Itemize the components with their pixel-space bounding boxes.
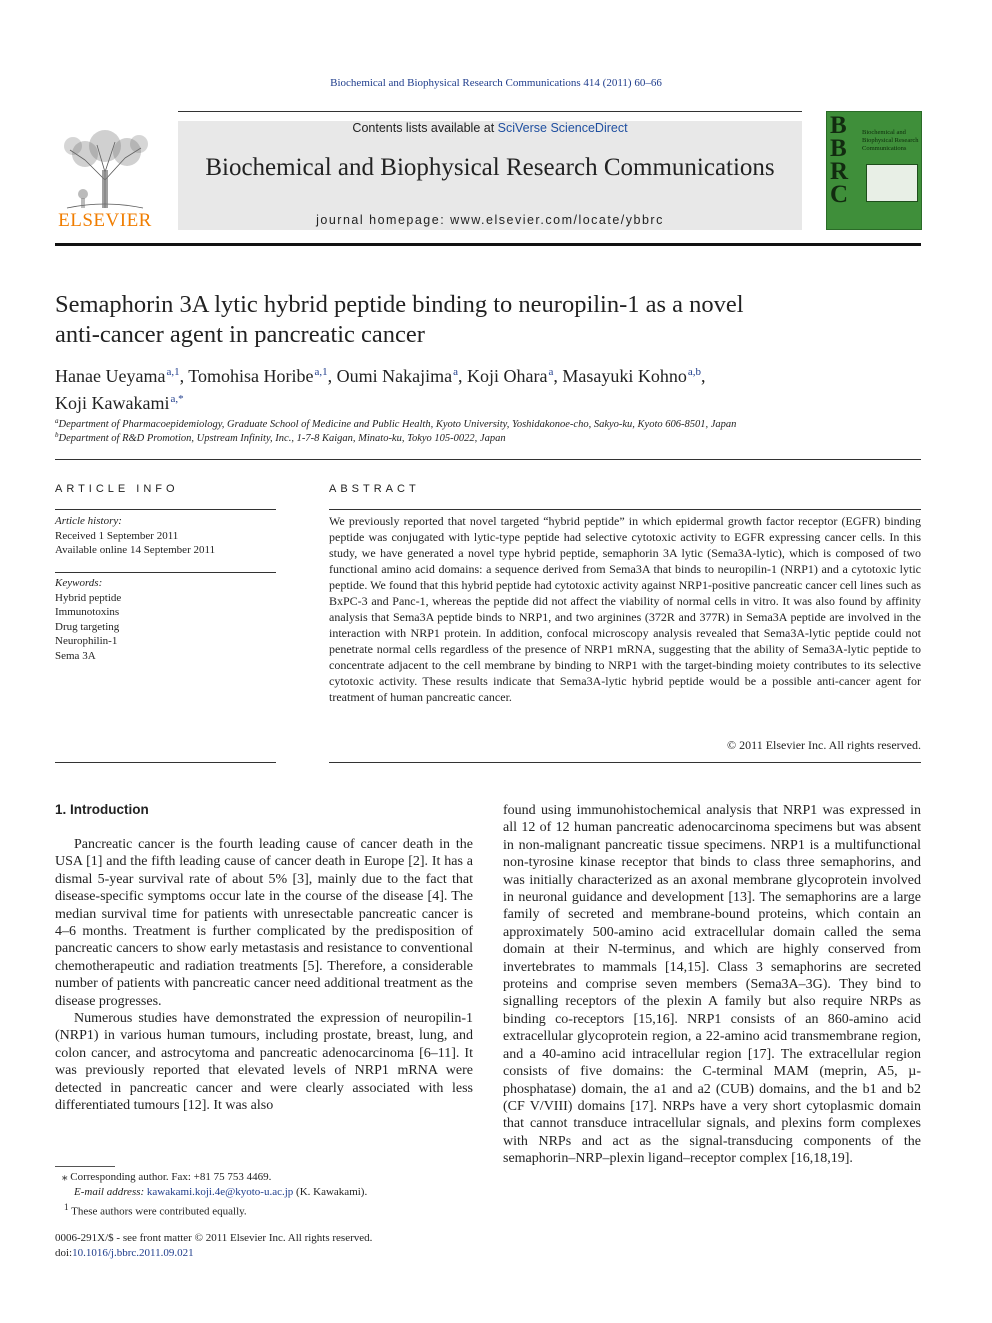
email-footnote	[74, 1185, 367, 1200]
author-separator: ,	[553, 366, 563, 386]
journal-homepage[interactable]: journal homepage: www.elsevier.com/locate/ybbrc	[316, 213, 664, 227]
cover-letter: B	[830, 112, 847, 139]
keywords-rule	[55, 572, 276, 573]
sciencedirect-link[interactable]: SciVerse ScienceDirect	[497, 121, 628, 135]
author-name: Koji Kawakami	[55, 393, 170, 413]
article-info-bottom-rule	[55, 762, 276, 763]
abstract-rule	[329, 509, 921, 510]
author-name: Oumi Nakajima	[336, 366, 453, 386]
affiliation-rule	[55, 459, 921, 460]
article-title-line: Semaphorin 3A lytic hybrid peptide binding to neuropilin-1 as a novel	[55, 291, 744, 318]
equal-contribution-footnote	[64, 1200, 247, 1220]
body-paragraph: found using immunohistochemical analysis that NRP1 was expressed in all 12 of 12 human pancreatic adenocarcinoma specimens but was absent in non-malignant pancreatic tissue specimens. NRP1 is a multifunctional non-tyrosine kinase receptor that binds to class three semaphorins, and was initially characterized as an axonal membrane glycoprotein involved in neuronal guidance and development [13]. The semaphorins are a large family of secreted and membrane-bound proteins, which contain an approximately 500-amino acid extracellular domain called the sema domain at their N-terminus, and which are highly conserved from invertebrates to mammals [14,15]. Class 3 semaphorins are secreted proteins and comprise seven members (Sema3A–3G). They bind to signalling receptors of the plexin A family but also require NRPs as binding co-receptors [15,16]. NRP1 consists of an 860-amino acid extracellular glycoprotein region, a 22-amino acid transmembrane region, and a 40-amino acid intracellular region [17]. The extracellular region consists of five domains: the C-terminal MAM (meprin, A5, µ-phosphatase) domain, the a1 and a2 (CUB) domains, and the b1 and b2 (CF V/VIII) domains [17]. NRPs have a very short cytoplasmic domain that cannot transduce intracellular signals, and plexins form complexes with NRPs and act as the signal-transducing components of the semaphorin–NRP–plexin ligand–receptor complex [16,18,19].	[503, 803, 921, 1167]
cover-letter: C	[830, 181, 849, 208]
cover-letter: B	[830, 135, 847, 162]
journal-citation[interactable]: Biochemical and Biophysical Research Communications 414 (2011) 60–66	[330, 77, 662, 89]
journal-name: Biochemical and Biophysical Research Communications	[205, 154, 775, 181]
keyword: Neurophilin-1	[55, 635, 118, 647]
keyword: Immunotoxins	[55, 606, 120, 618]
affiliation-a	[55, 417, 736, 430]
body-right-column	[503, 802, 921, 1168]
issn-block	[55, 1231, 372, 1261]
received-date: Received 1 September 2011	[55, 529, 179, 542]
footnote-rule	[55, 1166, 115, 1167]
keyword: Drug targeting	[55, 620, 120, 633]
doi-line	[55, 1246, 372, 1261]
author-list	[55, 361, 925, 415]
article-title	[55, 290, 855, 350]
footnote-mark: ⁎	[62, 1171, 68, 1183]
author-affil-mark[interactable]: a,*	[170, 393, 184, 405]
author-affil-mark[interactable]: a,b	[687, 366, 702, 378]
corresponding-footnote	[62, 1170, 271, 1185]
elsevier-wordmark: ELSEVIER	[58, 210, 152, 231]
author-separator: ,	[327, 366, 337, 386]
author-name: Masayuki Kohno	[562, 366, 687, 386]
affil-text: Department of Pharmacoepidemiology, Graduate School of Medicine and Public Health, Kyoto University, Yoshidakonoe-cho, Sakyo-ku, Kyoto 606-8501, Japan	[58, 419, 737, 430]
body-paragraph: Numerous studies have demonstrated the expression of neuropilin-1 (NRP1) in various human tumours, including prostate, breast, lung, and colon cancer, and astrocytoma and pancreatic adenocarcinoma [6–11]. It was previously reported that elevated levels of NRP1 mRNA were detected in pancreatic cancer and were clearly associated with less differentiated tumours [12]. It was also	[55, 1011, 473, 1114]
abstract-copyright: © 2011 Elsevier Inc. All rights reserved.	[727, 738, 921, 752]
keyword: Sema 3A	[55, 649, 96, 662]
cover-letters	[830, 114, 848, 206]
article-title-line: anti-cancer agent in pancreatic cancer	[55, 321, 425, 348]
header-top-rule	[178, 111, 802, 112]
author-separator: ,	[701, 366, 706, 386]
article-history	[55, 514, 215, 558]
body-left-column	[55, 836, 473, 1115]
author-separator: ,	[458, 366, 467, 386]
cover-journal-title: Biochemical and Biophysical Research Communications	[862, 129, 919, 152]
issn-line: 0006-291X/$ - see front matter © 2011 Elsevier Inc. All rights reserved.	[55, 1232, 373, 1244]
email-link[interactable]: kawakami.koji.4e@kyoto-u.ac.jp	[146, 1186, 294, 1198]
history-label: Article history:	[55, 515, 122, 527]
affil-mark: b	[55, 431, 59, 439]
contents-prefix: Contents lists available at	[352, 121, 495, 135]
doi-link[interactable]: 10.1016/j.bbrc.2011.09.021	[72, 1247, 194, 1259]
footnote-mark: 1	[64, 1202, 69, 1212]
cover-letter: R	[830, 158, 849, 185]
affiliation-b	[55, 431, 506, 444]
author-affil-mark[interactable]: a,1	[166, 366, 180, 378]
header-bottom-rule	[55, 243, 921, 246]
author-name: Koji Ohara	[467, 366, 548, 386]
doi-label: doi:	[55, 1247, 73, 1259]
keywords-label: Keywords:	[55, 577, 103, 589]
author-name: Hanae Ueyama	[55, 366, 166, 386]
body-paragraph: Pancreatic cancer is the fourth leading cause of cancer death in the USA [1] and the fifth leading cause of cancer death in Europe [2]. It has a dismal 5-year survival rate of about 5% [3], mainly due to the fact that disease-specific symptoms occur late in the course of the disease [4]. The median survival time for patients with unresectable pancreatic cancer is 4–6 months. Treatment is further complicated by the predisposition of pancreatic cancers to show early metastasis and resistance to conventional chemotherapeutic and radiation treatments [5]. Therefore, a considerable number of patients with pancreatic cancer need additional treatment as the disease progresses.	[55, 837, 473, 1009]
abstract-bottom-rule	[329, 762, 921, 763]
author-separator: ,	[179, 366, 189, 386]
author-affil-mark[interactable]: a,1	[314, 366, 328, 378]
affil-text: Department of R&D Promotion, Upstream Infinity, Inc., 1-7-8 Kaigan, Minato-ku, Tokyo 105-0022, Japan	[58, 433, 506, 444]
author-name: Tomohisa Horibe	[188, 366, 314, 386]
keywords-block	[55, 576, 121, 663]
corresponding-text: Corresponding author. Fax: +81 75 753 4469.	[70, 1171, 272, 1183]
available-date: Available online 14 September 2011	[55, 544, 216, 556]
author-affil-mark[interactable]: a	[453, 366, 458, 378]
email-label: E-mail address:	[74, 1186, 145, 1198]
section-heading-introduction: 1. Introduction	[55, 802, 149, 817]
cover-artwork	[866, 164, 918, 202]
author-affil-mark[interactable]: a	[548, 366, 554, 378]
email-suffix: (K. Kawakami).	[296, 1186, 368, 1198]
affil-mark: a	[55, 417, 59, 425]
keyword: Hybrid peptide	[55, 591, 122, 604]
abstract-text: We previously reported that novel targeted “hybrid peptide” in which epidermal growth factor receptor (EGFR) binding peptide was conjugated with lytic-type peptide had selective cytotoxic activity to EGFR expressing cancer cells. In this study, we have generated a novel type hybrid peptide, semaphorin 3A lytic (Sema3A-lytic), which is composed of two functional amino acid domains: a sequence derived from Sema3A that binds to neuropilin-1 (NRP1) and a cytotoxic lytic peptide. We found that this hybrid peptide had cytotoxic activity against NRP1-positive pancreatic cancer cell lines such as BxPC-3 and Panc-1, whereas the peptide did not affect the viability of normal cells in vitro. It was also found by affinity analysis that Sema3A peptide binds to NRP1, and two arginines (372R and 377R) in Sema3A peptide are involved in the interaction with NRP1 protein. In addition, confocal microscopy analysis revealed that Sema3A-lytic peptide could not penetrate normal cells regardless of the presence of NRP1 mRNA, suggesting that the ability of Sema3A-lytic peptide to concentrate adjacent to the cell membrane by binding to NRP1 with the target-binding moiety contributes to its selective cytotoxic activity. These results indicate that Sema3A-lytic hybrid peptide would be a possible anti-cancer agent for treatment of human pancreatic cancer.	[329, 514, 921, 704]
equal-contribution-text: These authors were contributed equally.	[71, 1205, 247, 1218]
abstract-heading: ABSTRACT	[329, 483, 420, 495]
article-info-heading: ARTICLE INFO	[55, 483, 179, 495]
article-info-rule	[55, 509, 276, 510]
contents-line	[178, 121, 802, 135]
